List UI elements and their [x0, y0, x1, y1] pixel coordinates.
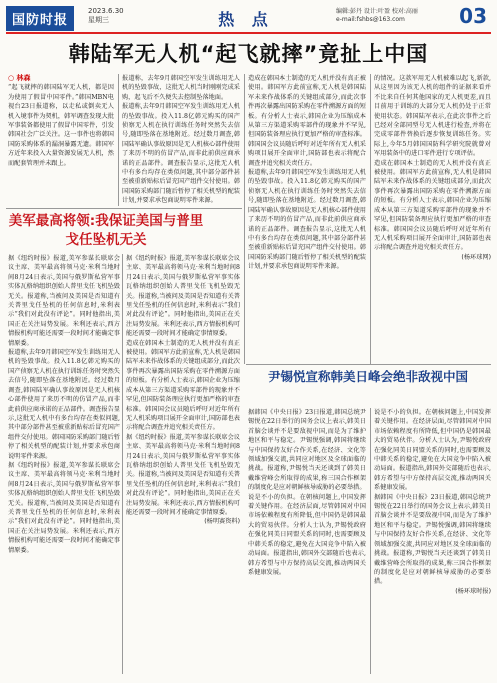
main-article-column [374, 74, 491, 364]
article-paragraph: 据《纽约时报》报道,美军参谋长联席会议主席、美军最高将领马克·米利当地时间8月24日表示,美国与俄罗斯私营军事实体瓦格纳组织创始人普里戈任飞机坠毁无关。报道称,当被问及美国是否知道有关普里戈任坠机的任何信息时,米利表示“我们对此没有评论”。同时他指出,美国正在关注局势发展。米利还表示,西方情报机构可能还需要一段时间才能确定事情原委。 [8, 255, 120, 347]
column-divider [122, 254, 123, 674]
column-divider [370, 408, 371, 674]
lead-article [8, 74, 114, 206]
article-paragraph: 说是不小的负担。在朝核问题上,中国发挥着关键作用。在经济层面,尽管韩国对中国市场依赖程度有所降低,但中国仍是韩国最大的贸易伙伴。分析人士认为,尹锡悦政府在强化同美日同盟关系的同时,也需要顾及中韩关系的稳定,避免在大国竞争中陷入被动局面。报道指出,韩国外交部随后也表示,韩方希望与中方保持高层交流,推动两国关系健康发展。 [374, 409, 491, 492]
us-article-column [126, 254, 240, 674]
main-article-column [122, 74, 240, 206]
byline: ○ 林森 [8, 74, 31, 82]
section-title: 热 点 [218, 10, 274, 29]
section-divider [6, 208, 242, 209]
lead-paragraph: “起飞就摔的韩国陆军无人机，都是因为使用了假冒中国零件。”韩国MBN电视台23日报道称，以走私或倒卖无人机入境事件为契机，韩军调查发现大批军事装备都使用了假冒中国零件，引发韩国社会广泛关注。这一事件也将韩国国防采购体系的漏洞暴露无遗。韩国军方近年来投入大量资源发展无人机，然而配套管理并未跟上。 [8, 84, 114, 167]
issue-date [88, 7, 124, 25]
article-headline-blue: 尹锡悦宣称韩美日峰会绝非敌视中国 [267, 369, 468, 384]
article-paragraph: 说是不小的负担。在朝核问题上,中国发挥着关键作用。在经济层面,尽管韩国对中国市场依赖程度有所降低,但中国仍是韩国最大的贸易伙伴。分析人士认为,尹锡悦政府在强化同美日同盟关系的同时,也需要顾及中韩关系的稳定,避免在大国竞争中陷入被动局面。报道指出,韩国外交部随后也表示,韩方希望与中方保持高层交流,推动两国关系健康发展。 [248, 493, 366, 576]
article-paragraph: 据《纽约时报》报道,美军参谋长联席会议主席、美军最高将领马克·米利当地时间8月24日表示,美国与俄罗斯私营军事实体瓦格纳组织创始人普里戈任飞机坠毁无关。报道称,当被问及美国是否知道有关普里戈任坠机的任何信息时,米利表示“我们对此没有评论”。同时他指出,美国正在关注局势发展。米利还表示,西方情报机构可能还需要一段时间才能确定事情原委。 [8, 461, 120, 554]
article-paragraph: 据韩国《中央日报》23日报道,韩国总统尹锡悦在22日举行的国务会议上表示,韩美日首脑会谈并不是要敌视中国,而是为了维护地区和平与稳定。尹锡悦强调,韩国将继续与中国保持友好合作关系,在经济、文化等领域加强交流,共同应对地区及全球面临的挑战。报道称,尹锡悦当天还谈到了韩美日戴维营峰会所取得的成果,称三国合作框架的制度化是应对朝鲜核导威胁的必要举措。 [248, 409, 366, 492]
article-paragraph: 造成在韩国本土制造的无人机并没有真正被使用。韩国军方此前宣称,无人机是韩国陆军未来作战体系的关键组成部分,而此次事件再次暴露出国防采购在零件溯源方面的短板。有分析人士表示,韩国企业为压缩成本从第三方渠道采购零部件的现象并不罕见,但国防装备理应执行更加严格的审查标准。韩国国会议员随后呼吁对近年所有无人机采购项目展开全面审计,国防部也表示将配合调查并追究相关责任方。 [374, 159, 491, 252]
page-number: 03 [459, 4, 487, 28]
newspaper-logo: 国防时报 [6, 6, 74, 31]
article-paragraph: 造成在韩国本土制造的无人机并没有真正被使用。韩国军方此前宣称,无人机是韩国陆军未来作战体系的关键组成部分,而此次事件再次暴露出国防采购在零件溯源方面的短板。有分析人士表示,韩国企业为压缩成本从第三方渠道采购零部件的现象并不罕见,但国防装备理应执行更加严格的审查标准。韩国国会议员随后呼吁对近年所有无人机采购项目展开全面审计,国防部也表示将配合调查并追究相关责任方。 [126, 339, 240, 432]
us-article-column [8, 254, 120, 674]
section-divider [246, 364, 491, 365]
editor-line: 编辑:彭丹 设计:叶盈 校对:高丽 [336, 8, 418, 15]
editor-email: e-mail:fshbs@163.com [336, 16, 405, 23]
article-paragraph: 据韩国《中央日报》23日报道,韩国总统尹锡悦在22日举行的国务会议上表示,韩美日首脑会谈并不是要敌视中国,而是为了维护地区和平与稳定。尹锡悦强调,韩国将继续与中国保持友好合作关系,在经济、文化等领域加强交流,共同应对地区及全球面临的挑战。报道称,尹锡悦当天还谈到了韩美日戴维营峰会所取得的成果,称三国合作框架的制度化是应对朝鲜核导威胁的必要举措。 [374, 493, 491, 586]
column-divider [118, 74, 119, 206]
korea-article-column [248, 408, 366, 674]
article-paragraph: 报道称,去年9月韩国空军发生训练用无人机的坠毁事故。投入11.8亿韩元购买的国产侦察无人机在执行训练任务时突然失去信号,随即坠落在基地附近。经过数月调查,韩国陆军确认事故原因是无人机核心部件使用了来历不明的仿冒产品,而非此前供应商承诺的正品部件。调查报告显示,这批无人机中有多台均存在类似问题,其中部分部件甚至被重新贴标后冒充国产组件交付使用。韩国国防采购部门随后暂停了相关机型的配装计划,并要求承包商说明零件来源。 [8, 349, 120, 460]
column-divider [244, 74, 245, 364]
editor-credits [336, 8, 466, 24]
article-paragraph: 报道称，去年9月韩国空军发生训练用无人机的坠毁事故，这批无人机当时刚刚完成采购，起飞后不久便失去控制坠落地面。 [122, 75, 240, 101]
masthead [6, 4, 491, 34]
korea-article-column [374, 408, 491, 674]
main-article-column [248, 74, 366, 364]
weekday: 星期三 [88, 16, 109, 24]
source-credit: (杨环球时报) [455, 587, 491, 595]
source-credit: (杨环球网) [461, 253, 491, 261]
date: 2023.6.30 [88, 7, 124, 15]
article-paragraph: 的情况。这款军用无人机被难以起飞,新款,从这里因为该无人机的组件的证据来看并不比来自任何其他国家的无人机更差,而且目前用于训练的大部分无人机仍处于正常使用状态。韩国陆军表示,在此次事件之后已经对全部同型号无人机进行检查,并将在完成零部件替换后逐步恢复训练任务。实际上,今年5月韩国国防科学研究院就曾对军用装备中的进口零件进行专项评估。 [374, 75, 491, 158]
article-paragraph: 报道称,去年9月韩国空军发生训练用无人机的坠毁事故。投入11.8亿韩元购买的国产侦察无人机在执行训练任务时突然失去信号,随即坠落在基地附近。经过数月调查,韩国陆军确认事故原因是无人机核心部件使用了来历不明的仿冒产品,而非此前供应商承诺的正品部件。调查报告显示,这批无人机中有多台均存在类似问题,其中部分部件甚至被重新贴标后冒充国产组件交付使用。韩国国防采购部门随后暂停了相关机型的配装计划,并要求承包商说明零件来源。 [122, 103, 240, 205]
article-paragraph: 据《纽约时报》报道,美军参谋长联席会议主席、美军最高将领马克·米利当地时间8月24日表示,美国与俄罗斯私营军事实体瓦格纳组织创始人普里戈任飞机坠毁无关。报道称,当被问及美国是否知道有关普里戈任坠机的任何信息时,米利表示“我们对此没有评论”。同时他指出,美国正在关注局势发展。米利还表示,西方情报机构可能还需要一段时间才能确定事情原委。 [126, 433, 240, 516]
article-headline-red: 美军最高将领:我保证美国与普里戈任坠机无关 [8, 213, 204, 248]
article-paragraph: 报道称,去年9月韩国空军发生训练用无人机的坠毁事故。投入11.8亿韩元购买的国产侦察无人机在执行训练任务时突然失去信号,随即坠落在基地附近。经过数月调查,韩国陆军确认事故原因是无人机核心部件使用了来历不明的仿冒产品,而非此前供应商承诺的正品部件。调查报告显示,这批无人机中有多台均存在类似问题,其中部分部件甚至被重新贴标后冒充国产组件交付使用。韩国国防采购部门随后暂停了相关机型的配装计划,并要求承包商说明零件来源。 [248, 169, 366, 271]
main-headline: 韩陆军无人机“起飞就摔”竟扯上中国 [68, 42, 429, 66]
column-divider [370, 74, 371, 364]
source-credit: (杨明赛资料) [204, 518, 240, 526]
article-paragraph: 造成在韩国本土制造的无人机并没有真正被使用。韩国军方此前宣称,无人机是韩国陆军未来作战体系的关键组成部分,而此次事件再次暴露出国防采购在零件溯源方面的短板。有分析人士表示,韩国企业为压缩成本从第三方渠道采购零部件的现象并不罕见,但国防装备理应执行更加严格的审查标准。韩国国会议员随后呼吁对近年所有无人机采购项目展开全面审计,国防部也表示将配合调查并追究相关责任方。 [248, 75, 366, 167]
article-paragraph: 据《纽约时报》报道,美军参谋长联席会议主席、美军最高将领马克·米利当地时间8月24日表示,美国与俄罗斯私营军事实体瓦格纳组织创始人普里戈任飞机坠毁无关。报道称,当被问及美国是否知道有关普里戈任坠机的任何信息时,米利表示“我们对此没有评论”。同时他指出,美国正在关注局势发展。米利还表示,西方情报机构可能还需要一段时间才能确定事情原委。 [126, 255, 240, 338]
